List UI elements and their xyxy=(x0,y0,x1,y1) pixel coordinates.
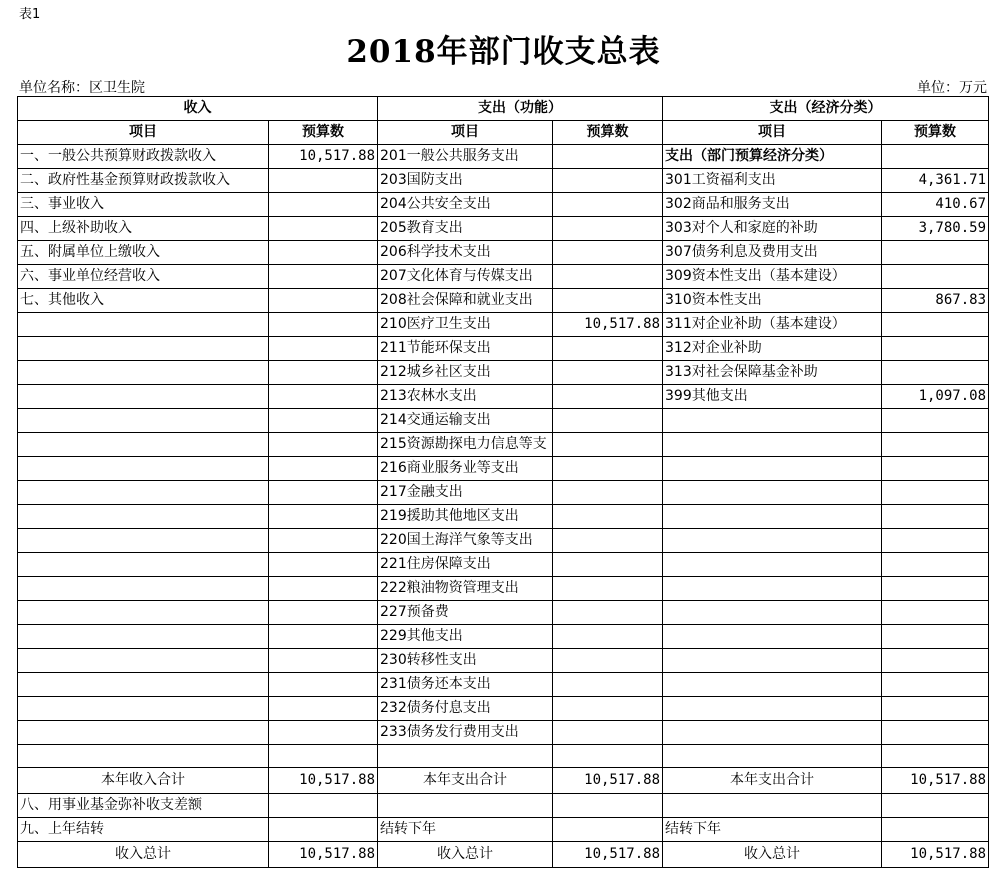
function-budget-cell xyxy=(553,457,663,481)
income-budget-cell xyxy=(269,529,378,553)
table-row xyxy=(18,577,989,601)
income-item-cell: 二、政府性基金预算财政拨款收入 xyxy=(18,169,269,193)
column-header-budget: 预算数 xyxy=(269,121,378,145)
empty-cell xyxy=(882,818,989,842)
function-item-cell: 231债务还本支出 xyxy=(378,673,553,697)
table-row xyxy=(18,193,989,217)
grand-function-total: 10,517.88 xyxy=(553,842,663,868)
economic-item-cell xyxy=(663,649,882,673)
column-header-item: 项目 xyxy=(663,121,882,145)
income-item-cell xyxy=(18,721,269,745)
income-budget-cell xyxy=(269,217,378,241)
economic-item-cell xyxy=(663,529,882,553)
header-row-columns xyxy=(18,121,989,145)
column-header-budget: 预算数 xyxy=(553,121,663,145)
income-budget-cell xyxy=(269,241,378,265)
economic-budget-cell xyxy=(882,577,989,601)
function-item-cell: 213农林水支出 xyxy=(378,385,553,409)
function-item-cell: 212城乡社区支出 xyxy=(378,361,553,385)
function-item-cell: 216商业服务业等支出 xyxy=(378,457,553,481)
function-budget-cell xyxy=(553,193,663,217)
expense-economic-header: 支出（经济分类） xyxy=(663,97,989,121)
economic-item-cell xyxy=(663,553,882,577)
economic-budget-cell xyxy=(882,553,989,577)
income-budget-cell xyxy=(269,697,378,721)
income-budget-cell xyxy=(269,385,378,409)
header-row-group xyxy=(18,97,989,121)
income-item-cell xyxy=(18,409,269,433)
function-item-cell: 210医疗卫生支出 xyxy=(378,313,553,337)
income-item-cell xyxy=(18,553,269,577)
economic-budget-cell xyxy=(882,433,989,457)
economic-budget-cell xyxy=(882,241,989,265)
annual-total-row xyxy=(18,768,989,794)
economic-item-cell: 303对个人和家庭的补助 xyxy=(663,217,882,241)
table-row xyxy=(18,169,989,193)
table-row xyxy=(18,673,989,697)
function-item-cell: 230转移性支出 xyxy=(378,649,553,673)
economic-item-cell: 311对企业补助（基本建设） xyxy=(663,313,882,337)
function-budget-cell xyxy=(553,241,663,265)
table-row xyxy=(18,481,989,505)
function-budget-cell: 10,517.88 xyxy=(553,313,663,337)
economic-budget-cell xyxy=(882,673,989,697)
economic-item-cell: 313对社会保障基金补助 xyxy=(663,361,882,385)
prior-year-carryover-label: 九、上年结转 xyxy=(18,818,269,842)
economic-budget-cell xyxy=(882,265,989,289)
income-budget-cell xyxy=(269,169,378,193)
annual-expense-function-total: 10,517.88 xyxy=(553,768,663,794)
table-row xyxy=(18,457,989,481)
economic-item-cell: 309资本性支出（基本建设） xyxy=(663,265,882,289)
income-item-cell xyxy=(18,649,269,673)
table-row xyxy=(18,265,989,289)
economic-budget-cell xyxy=(882,649,989,673)
economic-budget-cell xyxy=(882,697,989,721)
unit-name: 单位名称：区卫生院 xyxy=(19,80,145,96)
economic-budget-cell: 4,361.71 xyxy=(882,169,989,193)
economic-budget-cell xyxy=(882,457,989,481)
function-budget-cell xyxy=(553,385,663,409)
economic-budget-cell xyxy=(882,361,989,385)
economic-item-cell xyxy=(663,697,882,721)
income-item-cell xyxy=(18,385,269,409)
economic-budget-cell xyxy=(882,625,989,649)
grand-economic-total: 10,517.88 xyxy=(882,842,989,868)
function-item-cell: 206科学技术支出 xyxy=(378,241,553,265)
function-budget-cell xyxy=(553,673,663,697)
economic-item-cell: 399其他支出 xyxy=(663,385,882,409)
economic-budget-cell xyxy=(882,529,989,553)
function-budget-cell xyxy=(553,433,663,457)
economic-item-cell: 301工资福利支出 xyxy=(663,169,882,193)
economic-budget-cell xyxy=(882,313,989,337)
function-item-cell: 233债务发行费用支出 xyxy=(378,721,553,745)
fund-balance-row xyxy=(18,794,989,818)
economic-item-cell xyxy=(663,577,882,601)
table-row xyxy=(18,697,989,721)
empty-cell xyxy=(663,794,882,818)
income-budget-cell xyxy=(269,553,378,577)
income-budget-cell xyxy=(269,457,378,481)
income-budget-cell xyxy=(269,361,378,385)
income-item-cell xyxy=(18,745,269,768)
economic-item-cell xyxy=(663,625,882,649)
income-budget-cell xyxy=(269,481,378,505)
income-budget-cell xyxy=(269,625,378,649)
currency-unit: 单位：万元 xyxy=(917,80,987,96)
economic-item-cell: 312对企业补助 xyxy=(663,337,882,361)
column-header-item: 项目 xyxy=(18,121,269,145)
function-budget-cell xyxy=(553,361,663,385)
income-budget-cell xyxy=(269,745,378,768)
annual-expense-total-label: 本年支出合计 xyxy=(378,768,553,794)
table-row xyxy=(18,145,989,169)
economic-budget-cell xyxy=(882,481,989,505)
column-header-item: 项目 xyxy=(378,121,553,145)
annual-expense-total-label: 本年支出合计 xyxy=(663,768,882,794)
table-row xyxy=(18,361,989,385)
function-item-cell: 232债务付息支出 xyxy=(378,697,553,721)
income-item-cell xyxy=(18,529,269,553)
income-budget-cell xyxy=(269,409,378,433)
table-row xyxy=(18,385,989,409)
income-item-cell xyxy=(18,697,269,721)
budget-summary-table xyxy=(17,96,989,868)
income-budget-cell xyxy=(269,673,378,697)
table-number: 表1 xyxy=(19,7,41,22)
annual-expense-economic-total: 10,517.88 xyxy=(882,768,989,794)
income-budget-cell xyxy=(269,721,378,745)
table-row xyxy=(18,313,989,337)
function-budget-cell xyxy=(553,169,663,193)
income-budget-cell xyxy=(269,337,378,361)
function-budget-cell xyxy=(553,529,663,553)
table-row xyxy=(18,409,989,433)
economic-budget-cell: 867.83 xyxy=(882,289,989,313)
function-budget-cell xyxy=(553,145,663,169)
table-row xyxy=(18,625,989,649)
economic-item-cell xyxy=(663,457,882,481)
function-item-cell: 203国防支出 xyxy=(378,169,553,193)
carry-forward-label: 结转下年 xyxy=(663,818,882,842)
economic-budget-cell: 1,097.08 xyxy=(882,385,989,409)
annual-income-total-value: 10,517.88 xyxy=(269,768,378,794)
income-budget-cell: 10,517.88 xyxy=(269,145,378,169)
economic-budget-cell xyxy=(882,721,989,745)
function-item-cell xyxy=(378,745,553,768)
function-budget-cell xyxy=(553,553,663,577)
income-budget-cell xyxy=(269,289,378,313)
income-item-cell xyxy=(18,673,269,697)
carry-forward-label: 结转下年 xyxy=(378,818,553,842)
income-budget-cell xyxy=(269,505,378,529)
carryover-row xyxy=(18,818,989,842)
table-row xyxy=(18,529,989,553)
economic-budget-cell xyxy=(882,337,989,361)
empty-cell xyxy=(269,794,378,818)
economic-item-cell xyxy=(663,673,882,697)
function-item-cell: 205教育支出 xyxy=(378,217,553,241)
function-budget-cell xyxy=(553,217,663,241)
function-budget-cell xyxy=(553,745,663,768)
expense-function-header: 支出（功能） xyxy=(378,97,663,121)
economic-budget-cell xyxy=(882,601,989,625)
empty-cell xyxy=(269,818,378,842)
function-item-cell: 214交通运输支出 xyxy=(378,409,553,433)
function-item-cell: 211节能环保支出 xyxy=(378,337,553,361)
page-title: 2018年部门收支总表 xyxy=(346,34,661,70)
function-budget-cell xyxy=(553,625,663,649)
function-item-cell: 222粮油物资管理支出 xyxy=(378,577,553,601)
grand-total-row xyxy=(18,842,989,868)
annual-income-total-label: 本年收入合计 xyxy=(18,768,269,794)
economic-budget-cell: 410.67 xyxy=(882,193,989,217)
column-header-budget: 预算数 xyxy=(882,121,989,145)
fund-balance-label: 八、用事业基金弥补收支差额 xyxy=(18,794,269,818)
function-budget-cell xyxy=(553,601,663,625)
empty-cell xyxy=(882,794,989,818)
economic-budget-cell: 3,780.59 xyxy=(882,217,989,241)
grand-total-label: 收入总计 xyxy=(378,842,553,868)
income-item-cell: 三、事业收入 xyxy=(18,193,269,217)
economic-item-cell xyxy=(663,409,882,433)
income-item-cell: 七、其他收入 xyxy=(18,289,269,313)
function-item-cell: 201一般公共服务支出 xyxy=(378,145,553,169)
function-item-cell: 221住房保障支出 xyxy=(378,553,553,577)
economic-item-cell xyxy=(663,433,882,457)
empty-cell xyxy=(553,794,663,818)
table-row xyxy=(18,601,989,625)
table-row xyxy=(18,217,989,241)
economic-budget-cell xyxy=(882,745,989,768)
income-item-cell xyxy=(18,433,269,457)
function-item-cell: 207文化体育与传媒支出 xyxy=(378,265,553,289)
income-item-cell xyxy=(18,481,269,505)
table-row xyxy=(18,649,989,673)
function-item-cell: 219援助其他地区支出 xyxy=(378,505,553,529)
table-row xyxy=(18,289,989,313)
empty-cell xyxy=(378,794,553,818)
table-row xyxy=(18,721,989,745)
economic-item-cell xyxy=(663,721,882,745)
function-item-cell: 227预备费 xyxy=(378,601,553,625)
income-item-cell: 一、一般公共预算财政拨款收入 xyxy=(18,145,269,169)
income-budget-cell xyxy=(269,313,378,337)
economic-item-cell: 支出（部门预算经济分类） xyxy=(663,145,882,169)
function-item-cell: 217金融支出 xyxy=(378,481,553,505)
economic-budget-cell xyxy=(882,145,989,169)
economic-item-cell xyxy=(663,745,882,768)
table-row xyxy=(18,745,989,768)
income-item-cell xyxy=(18,457,269,481)
table-row xyxy=(18,433,989,457)
income-item-cell xyxy=(18,313,269,337)
income-item-cell xyxy=(18,337,269,361)
income-item-cell: 四、上级补助收入 xyxy=(18,217,269,241)
function-budget-cell xyxy=(553,409,663,433)
economic-item-cell: 310资本性支出 xyxy=(663,289,882,313)
income-budget-cell xyxy=(269,649,378,673)
function-item-cell: 229其他支出 xyxy=(378,625,553,649)
income-budget-cell xyxy=(269,433,378,457)
table-row xyxy=(18,337,989,361)
empty-cell xyxy=(553,818,663,842)
economic-item-cell: 302商品和服务支出 xyxy=(663,193,882,217)
income-item-cell xyxy=(18,601,269,625)
function-budget-cell xyxy=(553,649,663,673)
economic-budget-cell xyxy=(882,505,989,529)
economic-budget-cell xyxy=(882,409,989,433)
function-item-cell: 215资源勘探电力信息等支 xyxy=(378,433,553,457)
income-item-cell xyxy=(18,625,269,649)
table-row xyxy=(18,505,989,529)
income-budget-cell xyxy=(269,265,378,289)
income-budget-cell xyxy=(269,601,378,625)
economic-item-cell xyxy=(663,601,882,625)
table-row xyxy=(18,241,989,265)
function-item-cell: 204公共安全支出 xyxy=(378,193,553,217)
function-item-cell: 220国土海洋气象等支出 xyxy=(378,529,553,553)
grand-total-label: 收入总计 xyxy=(18,842,269,868)
income-item-cell xyxy=(18,505,269,529)
grand-total-label: 收入总计 xyxy=(663,842,882,868)
income-item-cell xyxy=(18,577,269,601)
income-item-cell: 六、事业单位经营收入 xyxy=(18,265,269,289)
income-budget-cell xyxy=(269,577,378,601)
income-item-cell xyxy=(18,361,269,385)
function-budget-cell xyxy=(553,337,663,361)
economic-item-cell xyxy=(663,481,882,505)
function-budget-cell xyxy=(553,697,663,721)
table-row xyxy=(18,553,989,577)
grand-income-total: 10,517.88 xyxy=(269,842,378,868)
function-budget-cell xyxy=(553,289,663,313)
function-budget-cell xyxy=(553,265,663,289)
economic-item-cell xyxy=(663,505,882,529)
function-budget-cell xyxy=(553,481,663,505)
function-item-cell: 208社会保障和就业支出 xyxy=(378,289,553,313)
function-budget-cell xyxy=(553,721,663,745)
function-budget-cell xyxy=(553,577,663,601)
income-item-cell: 五、附属单位上缴收入 xyxy=(18,241,269,265)
economic-item-cell: 307债务利息及费用支出 xyxy=(663,241,882,265)
income-budget-cell xyxy=(269,193,378,217)
function-budget-cell xyxy=(553,505,663,529)
income-header: 收入 xyxy=(18,97,378,121)
